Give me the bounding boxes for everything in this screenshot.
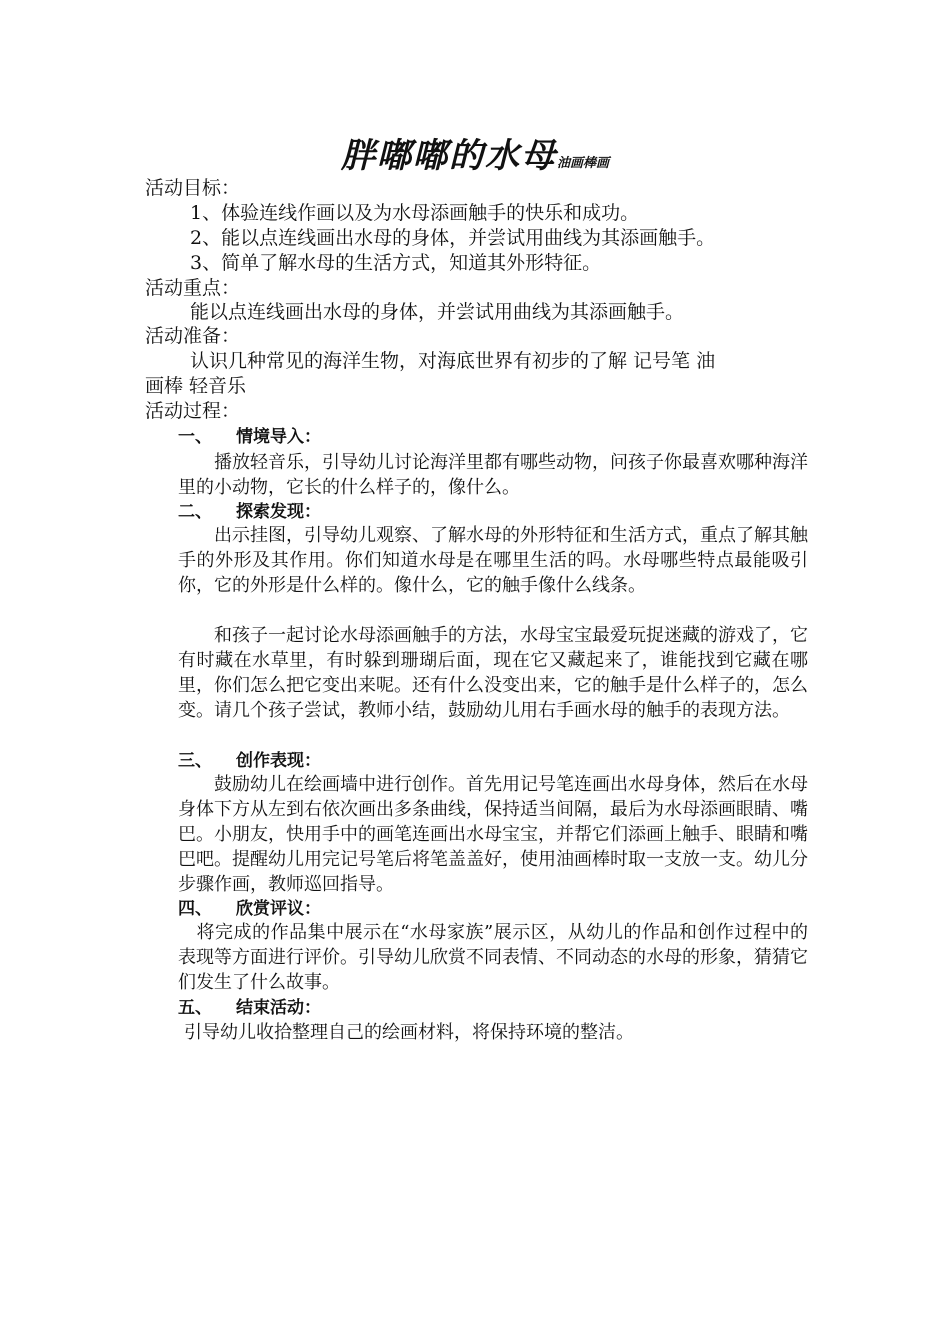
goal-item: 1、体验连线作画以及为水母添画触手的快乐和成功。 [190,202,640,224]
section-number: 一、 [178,427,212,447]
page-subtitle: 油画棒画 [556,156,609,171]
goal-item: 3、简单了解水母的生活方式，知道其外形特征。 [190,252,602,274]
section-heading [178,996,321,1021]
prep-heading: 活动准备： [145,325,241,347]
section-title: 探索发现： [236,502,321,522]
section-number: 二、 [178,502,212,522]
page-title: 胖嘟嘟的水母 [340,136,557,176]
section-title: 欣赏评议： [236,899,321,919]
section-number: 五、 [178,998,212,1018]
section-title: 情境导入： [236,427,321,447]
section-number: 三、 [178,751,212,771]
section-paragraph: 将完成的作品集中展示在“水母家族”展示区，从幼儿的作品和创作过程中的表现等方面进行评价。引导幼儿欣赏不同表情、不同动态的水母的形象，猜猜它们发生了什么故事。 [178,922,808,993]
prep-line: 认识几种常见的海洋生物，对海底世界有初步的了解 记号笔 油 [190,350,716,372]
section-heading [178,749,321,774]
title-row [0,128,950,177]
section-heading [178,425,321,450]
section-heading [178,500,321,525]
section-paragraph: 引导幼儿收拾整理自己的绘画材料，将保持环境的整洁。 [184,1022,634,1043]
goals-heading: 活动目标： [145,177,241,199]
section-paragraph: 出示挂图，引导幼儿观察、了解水母的外形特征和生活方式，重点了解其触手的外形及其作用。你们知道水母是在哪里生活的吗。水母哪些特点最能吸引你，它的外形是什么样的。像什么，它的触手像什么线条。 [178,525,808,596]
process-heading: 活动过程： [145,400,241,422]
section-title: 创作表现： [236,751,321,771]
section-paragraph: 和孩子一起讨论水母添画触手的方法，水母宝宝最爱玩捉迷藏的游戏了，它有时藏在水草里，有时躲到珊瑚后面，现在它又藏起来了，谁能找到它藏在哪里，你们怎么把它变出来呢。还有什么没变出来，它的触手是什么样子的，怎么变。请几个孩子尝试，教师小结，鼓励幼儿用右手画水母的触手的表现方法。 [178,625,808,721]
section-paragraph: 播放轻音乐，引导幼儿讨论海洋里都有哪些动物，问孩子你最喜欢哪种海洋里的小动物，它长的什么样子的，像什么。 [178,452,808,498]
focus-text: 能以点连线画出水母的身体，并尝试用曲线为其添画触手。 [190,301,685,323]
section-heading [178,897,321,922]
focus-heading: 活动重点： [145,277,241,299]
goal-item: 2、能以点连线画出水母的身体，并尝试用曲线为其添画触手。 [190,227,716,249]
prep-line: 画棒 轻音乐 [145,375,247,397]
section-paragraph: 鼓励幼儿在绘画墙中进行创作。首先用记号笔连画出水母身体，然后在水母身体下方从左到右依次画出多条曲线，保持适当间隔，最后为水母添画眼睛、嘴巴。小朋友，快用手中的画笔连画出水母宝宝，并帮它们添画上触手、眼睛和嘴巴吧。提醒幼儿用完记号笔后将笔盖盖好，使用油画棒时取一支放一支。幼儿分步骤作画，教师巡回指导。 [178,774,808,895]
section-title: 结束活动： [236,998,321,1018]
section-number: 四、 [178,899,212,919]
